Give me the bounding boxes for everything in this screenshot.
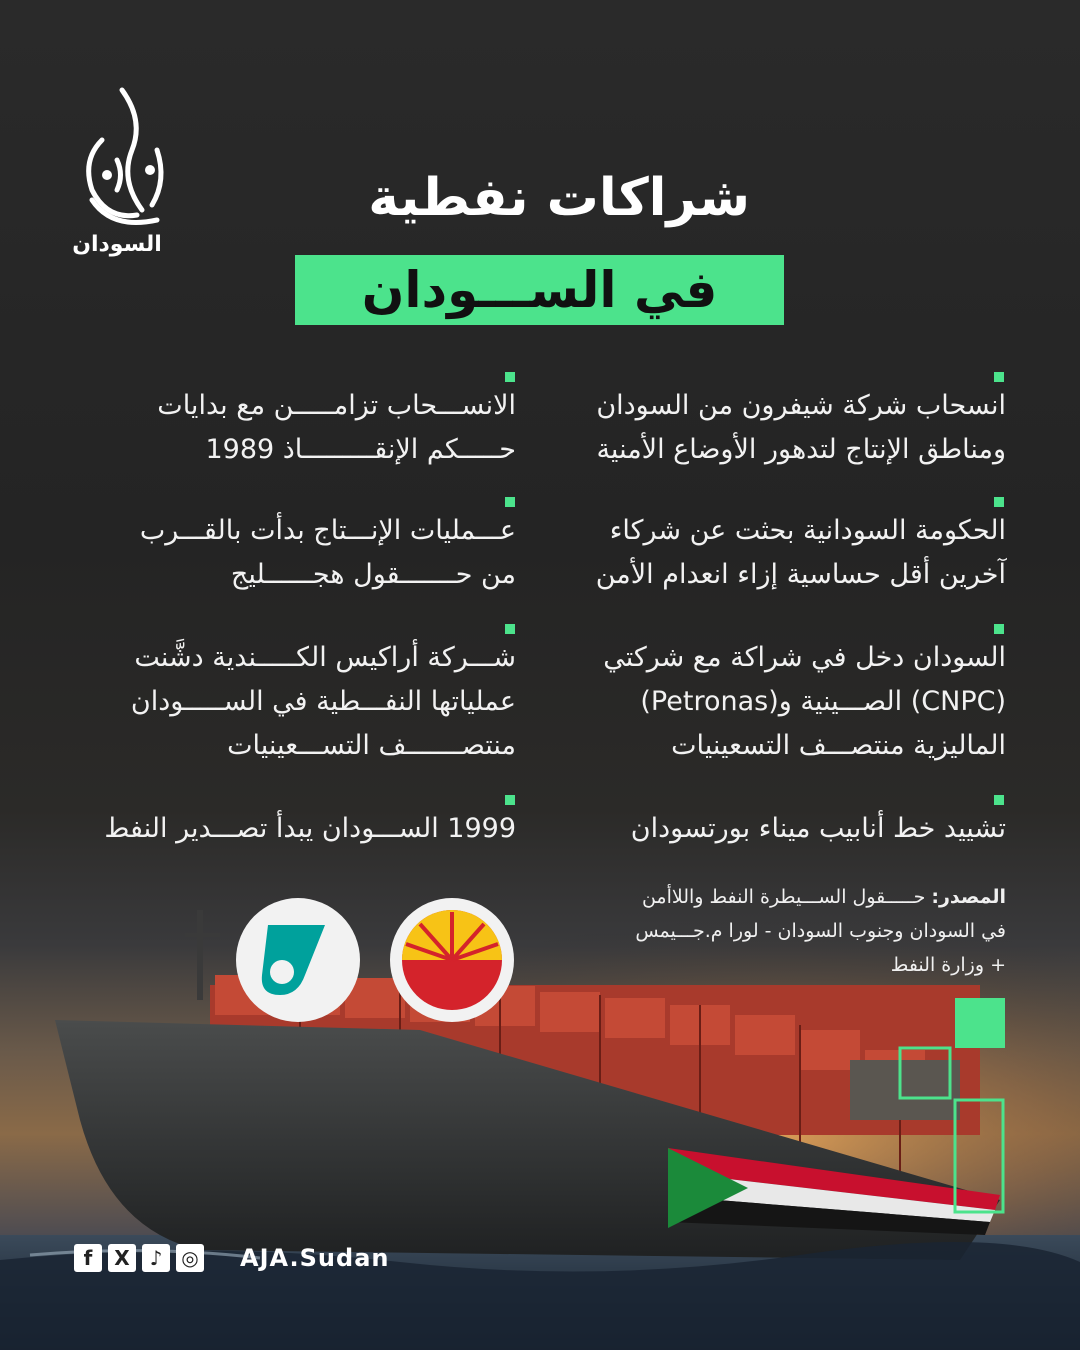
source-citation bbox=[635, 880, 1006, 982]
fact-line: (CNPC) الصـــينية و(Petronas) bbox=[640, 686, 1006, 717]
fact-line: منتصـــــــف التســـعينيات bbox=[227, 730, 516, 761]
fact-line: الانســـحاب تزامـــــن مع بدايات bbox=[157, 390, 516, 421]
fact-line: الماليزية منتصـــف التسعينيات bbox=[671, 730, 1006, 761]
source-label: المصدر: bbox=[931, 886, 1006, 908]
source-line: + وزارة النفط bbox=[890, 954, 1006, 976]
social-handle[interactable]: AJA.Sudan bbox=[240, 1244, 390, 1272]
fact-left-2 bbox=[140, 509, 516, 597]
fact-line: الحكومة السودانية بحثت عن شركاء bbox=[609, 515, 1006, 546]
fact-line: عـــمليات الإنـــتاج بدأت بالقـــرب bbox=[139, 515, 516, 546]
instagram-icon[interactable]: ◎ bbox=[176, 1244, 204, 1272]
page-subtitle: في الســـودان bbox=[361, 261, 718, 319]
fact-line: انسحاب شركة شيفرون من السودان bbox=[596, 390, 1006, 421]
bullet-marker bbox=[994, 624, 1004, 634]
tiktok-icon[interactable]: ♪ bbox=[142, 1244, 170, 1272]
fact-line: السودان دخل في شراكة مع شركتي bbox=[603, 642, 1006, 673]
bullet-marker bbox=[505, 497, 515, 507]
fact-line: 1999 الســـودان يبدأ تصـــدير النفط bbox=[104, 813, 516, 844]
source-line: في السودان وجنوب السودان - لورا م.جـــيمس bbox=[635, 920, 1006, 942]
fact-line: تشييد خط أنابيب ميناء بورتسودان bbox=[630, 813, 1006, 844]
fact-line: من حـــــــقول هجــــــليج bbox=[230, 559, 516, 590]
social-icons bbox=[74, 1244, 204, 1272]
ship-bridge bbox=[850, 1060, 960, 1120]
bullet-marker bbox=[505, 795, 515, 805]
x-icon[interactable]: X bbox=[108, 1244, 136, 1272]
fact-line: حـــــكم الإنقـــــــــاذ 1989 bbox=[205, 434, 516, 465]
fact-line: ومناطق الإنتاج لتدهور الأوضاع الأمنية bbox=[596, 434, 1006, 465]
facebook-icon[interactable]: f bbox=[74, 1244, 102, 1272]
bullet-marker bbox=[505, 624, 515, 634]
fact-line: شـــركة أراكيس الكـــــندية دشَّنت bbox=[134, 642, 516, 673]
fact-right-3 bbox=[603, 636, 1006, 768]
source-line: حـــــقول الســـيطرة النفط واللاأمن bbox=[641, 886, 926, 908]
fact-left-1 bbox=[157, 384, 516, 472]
bullet-marker bbox=[994, 497, 1004, 507]
fact-line: آخرين أقل حساسية إزاء انعدام الأمن bbox=[595, 559, 1006, 590]
page-title: شراكات نفطية bbox=[368, 168, 750, 228]
bullet-marker bbox=[994, 795, 1004, 805]
fact-line: عملياتها النفـــطية في الســـــودان bbox=[130, 686, 516, 717]
fact-left-3 bbox=[131, 636, 516, 768]
fact-right-2 bbox=[596, 509, 1006, 597]
fact-right-1 bbox=[596, 384, 1006, 472]
petronas-logo bbox=[236, 898, 360, 1022]
bullet-marker bbox=[505, 372, 515, 382]
fact-left-4 bbox=[104, 807, 516, 851]
fact-right-4 bbox=[631, 807, 1006, 851]
cnpc-logo bbox=[390, 898, 514, 1022]
bullet-marker bbox=[994, 372, 1004, 382]
brand-subtitle: السودان bbox=[72, 232, 162, 257]
